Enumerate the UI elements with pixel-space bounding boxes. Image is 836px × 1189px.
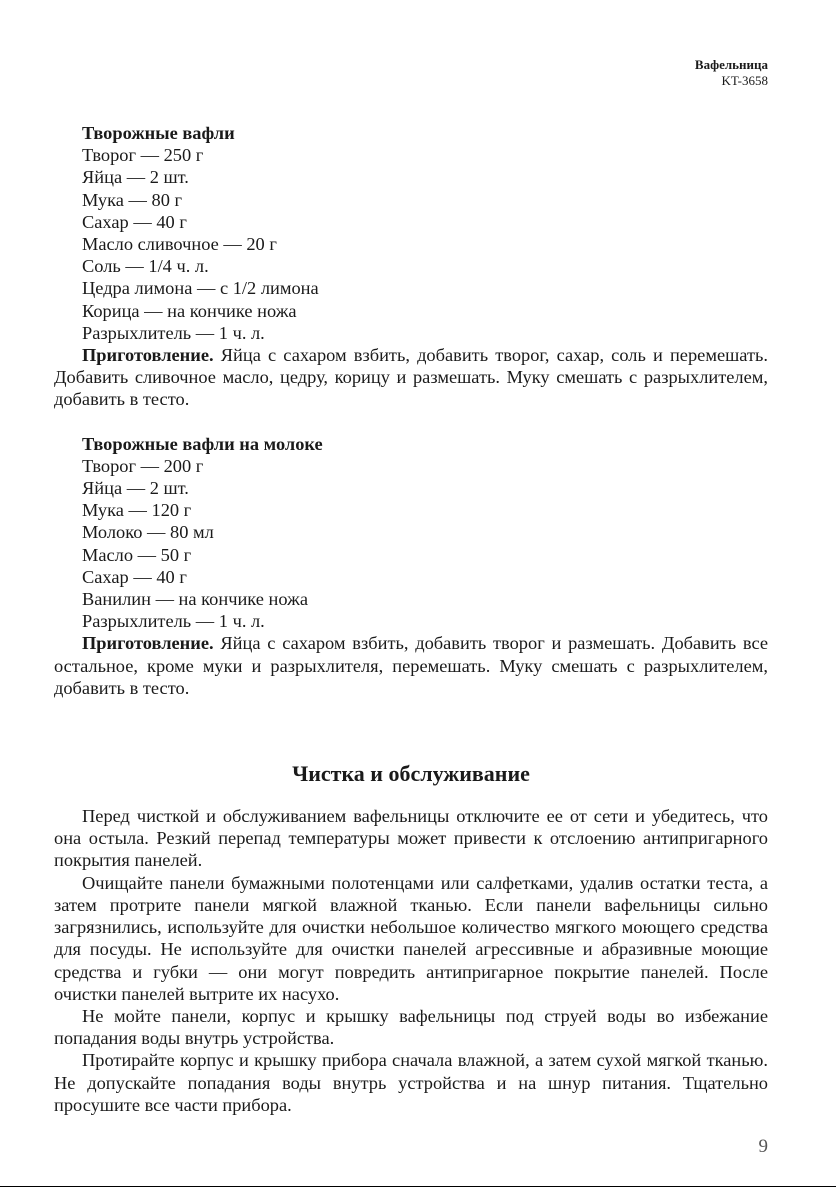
ingredient-item: Разрыхлитель — 1 ч. л.: [82, 322, 265, 343]
recipe-title: Творожные вафли на молоке: [82, 433, 323, 454]
cleaning-paragraph: Не мойте панели, корпус и крышку вафельницы под струей воды во избежание попадания воды внутрь устройства.: [54, 1005, 768, 1049]
ingredient-item: Масло — 50 г: [82, 544, 192, 565]
ingredient-item: Сахар — 40 г: [82, 211, 187, 232]
recipe-curd-waffles-milk: [54, 433, 768, 699]
ingredient-item: Яйца — 2 шт.: [82, 167, 189, 188]
ingredient-item: Корица — на кончике ножа: [82, 300, 297, 321]
preparation-text: Яйца с сахаром взбить, добавить творог и размешать. Добавить все остальное, кроме муки и разрыхлителя, перемешать. Муку смешать с разрыхлителем, добавить в тесто.: [54, 633, 768, 698]
cleaning-paragraph: Протирайте корпус и крышку прибора сначала влажной, а затем сухой мягкой тканью. Не допускайте попадания воды внутрь устройства и на шнур питания. Тщательно просушите все части прибора.: [54, 1050, 768, 1115]
page-content: [54, 122, 768, 1116]
preparation-text: Яйца с сахаром взбить, добавить творог, сахар, соль и перемешать. Добавить сливочное масло, цедру, корицу и размешать. Муку смешать с разрыхлителем, добавить в тесто.: [54, 345, 768, 410]
header-model-number: KT-3658: [721, 73, 768, 88]
ingredient-item: Мука — 80 г: [82, 189, 183, 210]
cleaning-paragraph: Очищайте панели бумажными полотенцами или салфетками, удалив остатки теста, а затем протрите панели мягкой влажной тканью. Если панели вафельницы сильно загрязнились, используйте для очистки небольшое количество мягкого моющего средства для посуды. Не используйте для очистки панелей агрессивные и абразивные моющие средства и губки — они могут повредить антипригарное покрытие панелей. После очистки панелей вытрите их насухо.: [54, 872, 768, 1004]
section-heading-cleaning: Чистка и обслуживание: [292, 761, 530, 787]
ingredient-item: Яйца — 2 шт.: [82, 478, 189, 499]
ingredient-item: Масло сливочное — 20 г: [82, 234, 277, 255]
ingredient-item: Ванилин — на кончике ножа: [82, 589, 308, 610]
ingredient-item: Соль — 1/4 ч. л.: [82, 256, 209, 277]
ingredient-item: Цедра лимона — с 1/2 лимона: [82, 278, 319, 299]
recipe-curd-waffles: [54, 122, 768, 411]
recipe-preparation: [54, 344, 768, 411]
cleaning-paragraph: Перед чисткой и обслуживанием вафельницы отключите ее от сети и убедитесь, что она остыла. Резкий перепад температуры может привести к отслоению антипригарного покрытия панелей.: [54, 806, 768, 871]
recipe-preparation: [54, 632, 768, 699]
ingredient-item: Сахар — 40 г: [82, 566, 187, 587]
bottom-divider: [0, 1186, 836, 1187]
recipe-title: Творожные вафли: [82, 123, 235, 143]
ingredient-item: Мука — 120 г: [82, 500, 192, 521]
ingredient-item: Творог — 250 г: [82, 145, 204, 166]
ingredient-item: Творог — 200 г: [82, 455, 204, 476]
header-product-title: Вафельница: [694, 57, 768, 72]
page-number: 9: [758, 1136, 768, 1157]
preparation-label: Приготовление.: [82, 633, 214, 654]
ingredient-item: Разрыхлитель — 1 ч. л.: [82, 611, 265, 632]
running-header: [695, 57, 768, 89]
preparation-label: Приготовление.: [82, 345, 214, 366]
ingredient-item: Молоко — 80 мл: [82, 522, 214, 543]
